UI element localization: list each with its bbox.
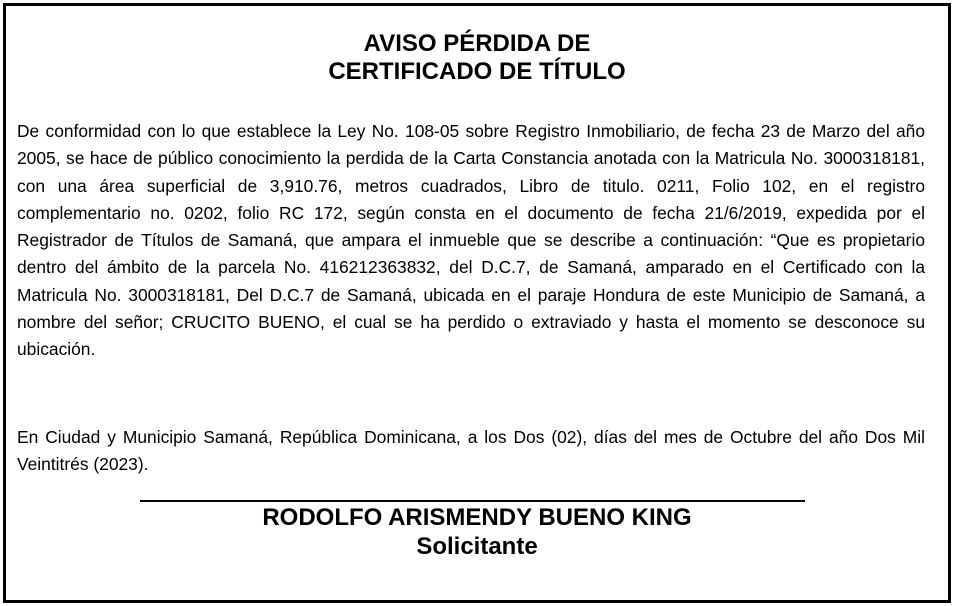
- title-line-1: AVISO PÉRDIDA DE: [363, 30, 591, 57]
- title-line-2: CERTIFICADO DE TÍTULO: [328, 58, 626, 85]
- notice-closing: En Ciudad y Municipio Samaná, República Dominicana, a los Dos (02), días del mes de Octubre del año Dos Mil Veintitrés (2023).: [17, 427, 925, 475]
- signature-line: [140, 500, 805, 502]
- signer-role: Solicitante: [416, 533, 538, 560]
- notice-body: De conformidad con lo que establece la Ley No. 108-05 sobre Registro Inmobiliario, de fecha 23 de Marzo del año 2005, se hace de público conocimiento la perdida de la Carta Constancia anotada con la Matricula No. 3000318181, con una área superficial de 3,910.76, metros cuadrados, Libro de titulo. 0211, Folio 102, en el registro complementario no. 0202, folio RC 172, según consta en el documento de fecha 21/6/2019, expedida por el Registrador de Títulos de Samaná, que ampara el inmueble que se describe a continuación: “Que es propietario dentro del ámbito de la parcela No. 416212363832, del D.C.7, de Samaná, amparado en el Certificado con la Matricula No. 3000318181, Del D.C.7 de Samaná, ubicada en el paraje Hondura de este Municipio de Samaná, a nombre del señor; CRUCITO BUENO, el cual se ha perdido o extraviado y hasta el momento se desconoce su ubicación.: [17, 121, 925, 360]
- signer-name: RODOLFO ARISMENDY BUENO KING: [262, 504, 692, 531]
- notice-title: [0, 30, 954, 86]
